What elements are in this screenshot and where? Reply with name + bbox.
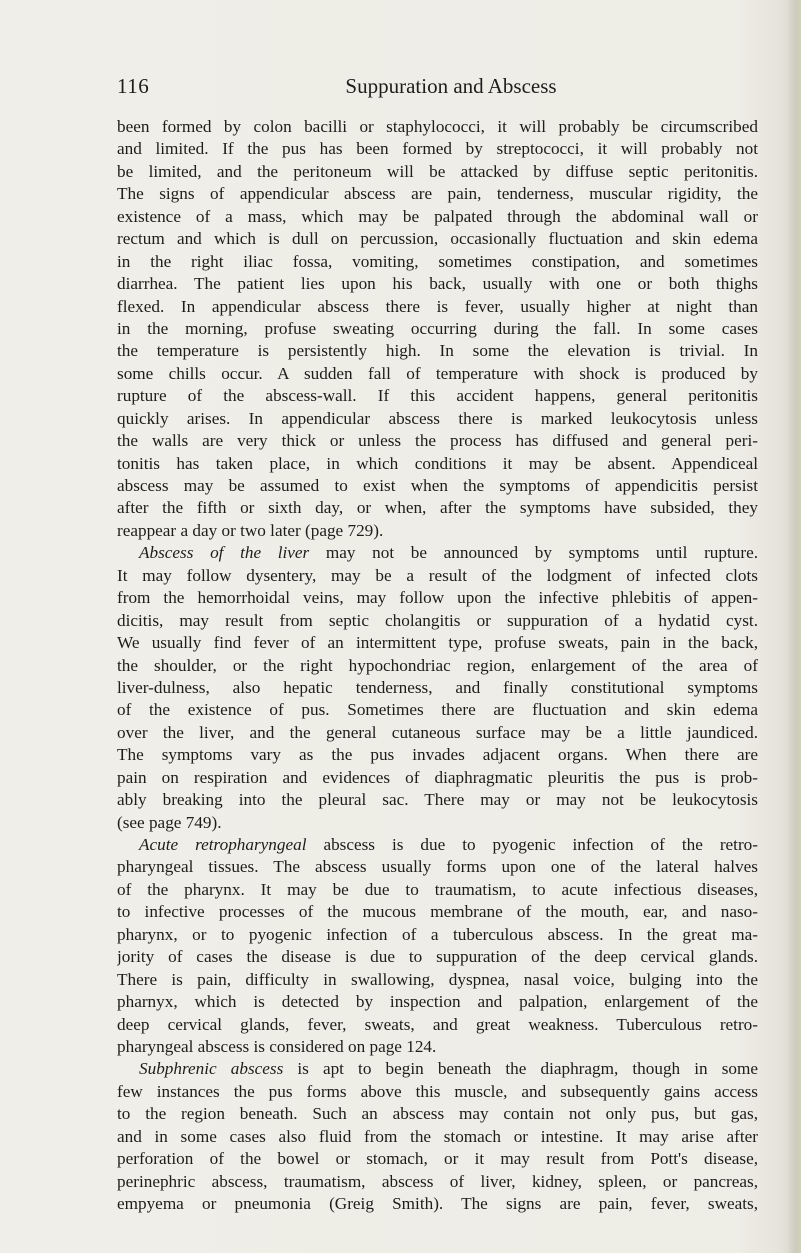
line-text: be limited, and the peritoneum will be attacked by diffuse septic peritonitis. [117,161,758,181]
text-line [117,767,758,789]
line-text: liver-dulness, also hepatic tenderness, and finally constitutional symptoms [117,677,758,697]
text-line [117,946,758,968]
text-line [117,722,758,744]
text-line [117,542,758,564]
line-text: rupture of the abscess-wall. If this accident happens, general peritonitis [117,386,758,406]
line-text: may not be announced by symptoms until rupture. [309,543,758,563]
line-text: empyema or pneumonia (Greig Smith). The signs are pain, fever, sweats, [117,1194,758,1213]
text-line [117,1058,758,1080]
line-text: The symptoms vary as the pus invades adjacent organs. When there are [117,745,758,765]
text-line [117,812,758,834]
line-text: There is pain, difficulty in swallowing, dyspnea, nasal voice, bulging into the [117,969,758,989]
line-text: the walls are very thick or unless the process has diffused and general peri- [117,431,758,451]
line-text: It may follow dysentery, may be a result of the lodgment of infected clots [117,565,758,585]
line-text: flexed. In appendicular abscess there is fever, usually higher at night than [117,296,758,316]
text-line [117,856,758,878]
line-text: over the liver, and the general cutaneous surface may be a little jaundiced. [117,722,758,742]
text-line [117,475,758,497]
line-text: been formed by colon bacilli or staphylococci, it will probably be circumscribed [117,117,758,136]
text-line [117,587,758,609]
page-number: 116 [117,74,150,98]
text-line [117,520,758,542]
line-text: perforation of the bowel or stomach, or it may result from Pott's disease, [117,1149,758,1169]
text-line [117,273,758,295]
line-text: existence of a mass, which may be palpated through the abdominal wall or [117,206,758,226]
text-line [117,206,758,228]
text-line [117,924,758,946]
text-line [117,363,758,385]
line-text: few instances the pus forms above this muscle, and subsequently gains access [117,1081,758,1101]
line-text: quickly arises. In appendicular abscess there is marked leukocytosis unless [117,408,758,428]
line-text: abscess is due to pyogenic infection of the retro- [306,835,758,854]
text-line [117,228,758,250]
line-text: pharynx, or to pyogenic infection of a tuberculous abscess. In the great ma- [117,924,758,944]
text-line [117,318,758,340]
body-text [117,116,758,1215]
line-text: rectum and which is dull on percussion, occasionally fluctuation and skin edema [117,229,758,249]
text-line [117,1171,758,1193]
line-text: to the region beneath. Such an abscess may contain not only pus, but gas, [117,1104,758,1124]
italic-term: Acute retropharyngeal [139,835,307,854]
page-header [117,74,757,106]
line-text: jority of cases the disease is due to suppuration of the deep cervical glands. [117,947,758,967]
text-line [117,497,758,519]
text-line [117,340,758,362]
text-line [117,1103,758,1125]
line-text: tonitis has taken place, in which conditions it may be absent. Appendiceal [117,453,758,473]
line-text: from the hemorrhoidal veins, may follow upon the infective phlebitis of appen- [117,588,758,608]
italic-term: Abscess of the liver [139,543,310,563]
line-text: some chills occur. A sudden fall of temperature with shock is produced by [117,363,758,383]
text-line [117,789,758,811]
text-line [117,969,758,991]
text-line [117,565,758,587]
line-text: the shoulder, or the right hypochondriac region, enlargement of the area of [117,655,758,675]
running-title: Suppuration and Abscess [345,74,557,98]
text-line [117,1148,758,1170]
text-line [117,430,758,452]
line-text: abscess may be assumed to exist when the symptoms of appendicitis persist [117,476,758,495]
line-text: in the right iliac fossa, vomiting, sometimes constipation, and sometimes [117,251,758,271]
text-line [117,408,758,430]
text-line [117,677,758,699]
line-text: and limited. If the pus has been formed by streptococci, it will probably not [117,139,758,159]
line-text: diarrhea. The patient lies upon his back, usually with one or both thighs [117,274,758,294]
text-line [117,610,758,632]
text-line [117,138,758,160]
line-text: pharyngeal tissues. The abscess usually forms upon one of the lateral halves [117,857,758,877]
line-text: in the morning, profuse sweating occurring during the fall. In some cases [117,318,758,338]
line-text: pharnyx, which is detected by inspection and palpation, enlargement of the [117,992,758,1012]
line-text: reappear a day or two later (page 729). [117,520,384,540]
line-text: (see page 749). [117,812,222,832]
line-text: to infective processes of the mucous membrane of the mouth, ear, and naso- [117,902,758,922]
text-line [117,744,758,766]
text-line [117,834,758,856]
page-edge-shadow [787,0,801,1253]
text-line [117,1014,758,1036]
text-line [117,1193,758,1215]
line-text: and in some cases also fluid from the stomach or intestine. It may arise after [117,1126,758,1146]
line-text: pharyngeal abscess is considered on page 124. [117,1036,437,1056]
line-text: pain on respiration and evidences of diaphragmatic pleuritis the pus is prob- [117,767,758,787]
text-line [117,161,758,183]
text-line [117,655,758,677]
text-line [117,699,758,721]
line-text: The signs of appendicular abscess are pain, tenderness, muscular rigidity, the [117,184,758,204]
text-line [117,1081,758,1103]
line-text: the temperature is persistently high. In some the elevation is trivial. In [117,341,758,361]
line-text: dicitis, may result from septic cholangitis or suppuration of a hydatid cyst. [117,610,758,630]
line-text: deep cervical glands, fever, sweats, and great weakness. Tuberculous retro- [117,1014,758,1034]
text-line [117,901,758,923]
text-line [117,453,758,475]
line-text: ably breaking into the pleural sac. There may or may not be leukocytosis [117,790,758,810]
line-text: is apt to begin beneath the diaphragm, though in some [283,1059,758,1079]
text-line [117,879,758,901]
text-line [117,632,758,654]
line-text: of the pharynx. It may be due to traumatism, to acute infectious diseases, [117,879,758,899]
text-line [117,385,758,407]
text-line [117,1126,758,1148]
text-line [117,991,758,1013]
text-line [117,296,758,318]
line-text: of the existence of pus. Sometimes there are fluctuation and skin edema [117,700,758,720]
line-text: perinephric abscess, traumatism, abscess of liver, kidney, spleen, or pancreas, [117,1171,758,1191]
text-line [117,251,758,273]
italic-term: Subphrenic abscess [139,1059,284,1079]
line-text: We usually find fever of an intermittent type, profuse sweats, pain in the back, [117,633,758,653]
text-line [117,116,758,138]
line-text: after the fifth or sixth day, or when, after the symptoms have subsided, they [117,498,758,518]
text-line [117,1036,758,1058]
text-line [117,183,758,205]
